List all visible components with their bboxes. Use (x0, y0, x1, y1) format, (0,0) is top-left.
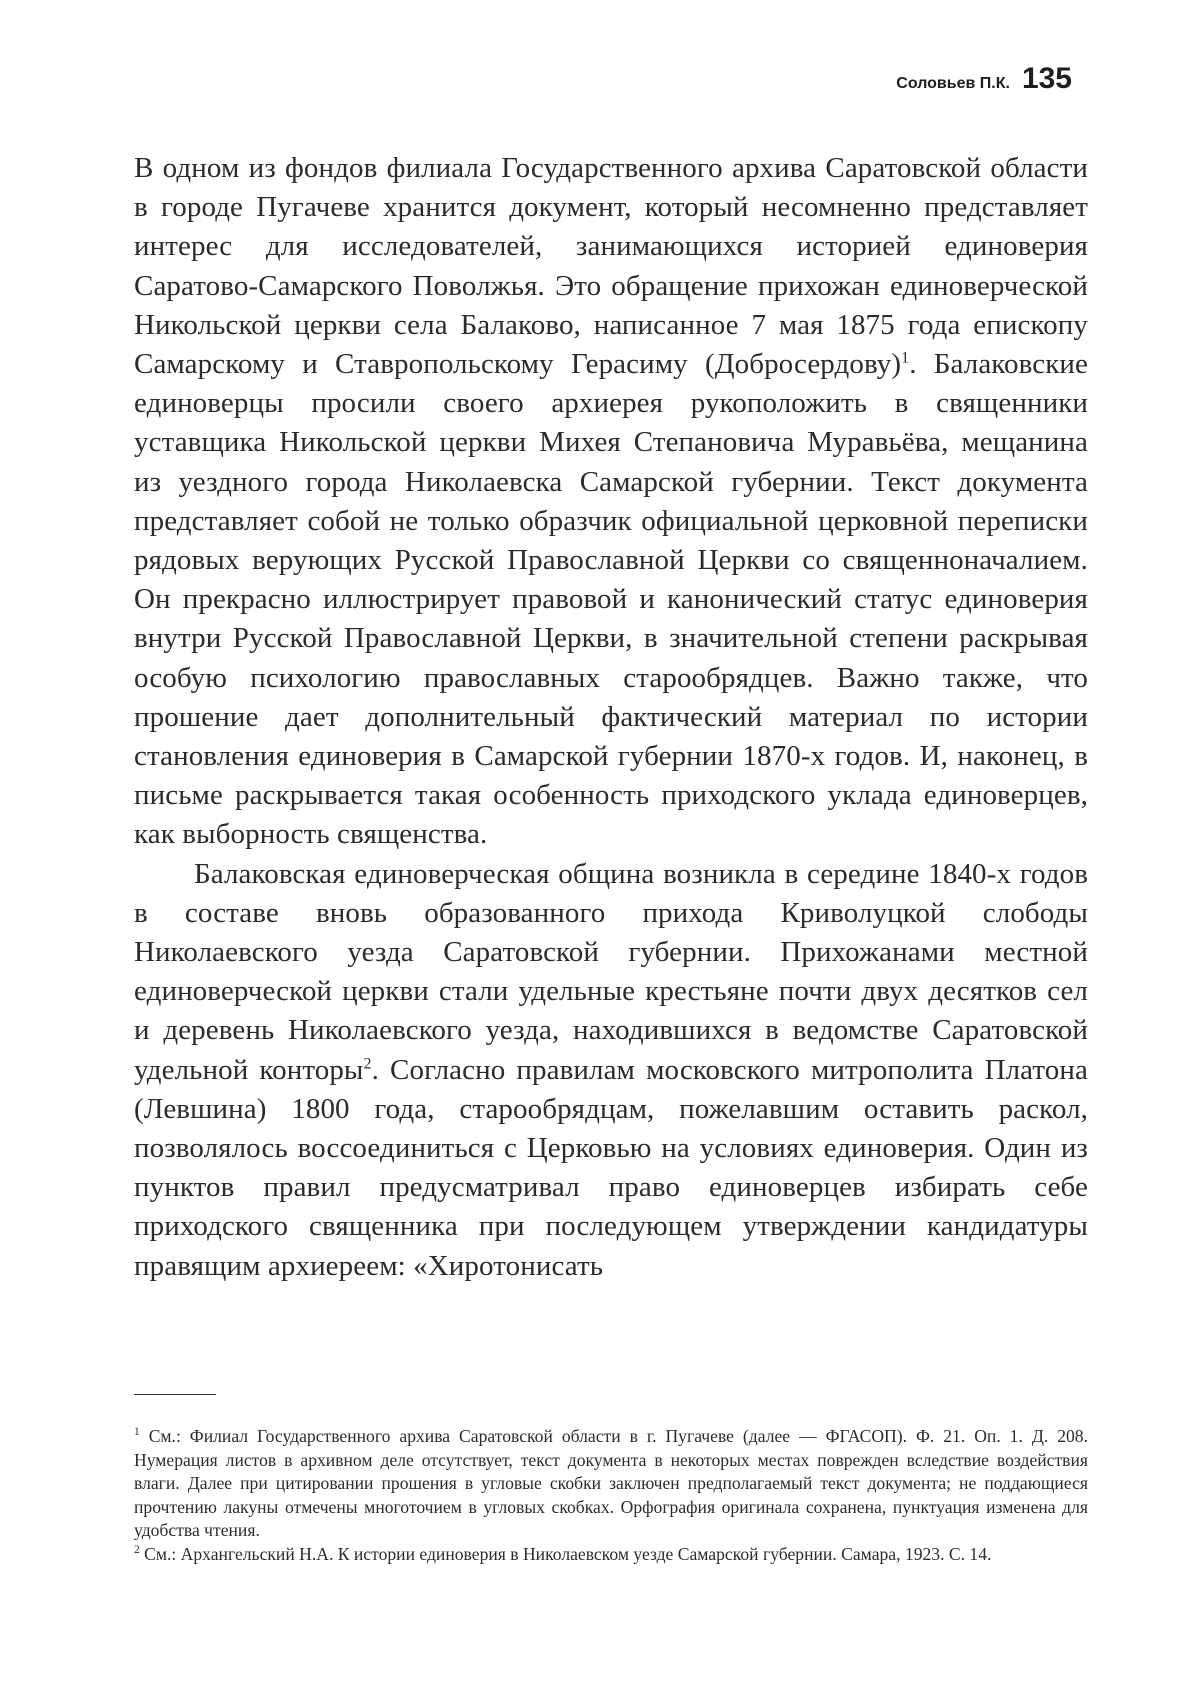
main-text (134, 149, 1088, 1286)
footnote-ref-1[interactable]: 1 (901, 349, 910, 367)
footnote-ref-2[interactable]: 2 (363, 1055, 372, 1073)
paragraph-2-part-a: Балаковская единоверческая община возникла в середине 1840-х годов в составе вновь образованного прихода Криволуцкой слободы Николаевского уезда Саратовской губернии. Прихожанами местной единоверческой церкви стали удельные крестьяне почти двух десятков сел и деревень Николаевского уезда, находившихся в ведомстве Саратовской удельной конторы (134, 857, 1088, 1086)
footnote-2-text: См.: Архангельский Н.А. К истории единоверия в Николаевском уезде Самарской губернии. Самара, 1923. С. 14. (144, 1543, 992, 1564)
paragraph-1 (134, 149, 1088, 855)
paragraph-2 (134, 855, 1088, 1286)
footnote-2-number: 2 (134, 1543, 140, 1556)
footnote-1-text: См.: Филиал Государственного архива Саратовской области в г. Пугачеве (далее — ФГАСОП). Ф. 21. Оп. 1. Д. 208. Нумерация листов в архивном деле отсутствует, текст документа в некоторых местах поврежден вследствие воздействия влаги. Далее при цитировании прошения в угловые скобки заключен предполагаемый текст документа; не поддающиеся прочтению лакуны отмечены многоточием в угловых скобках. Орфография оригинала сохранена, пунктуация изменена для удобства чтения. (134, 1426, 1088, 1540)
footnote-2 (134, 1543, 1088, 1567)
page-number: 135 (1021, 62, 1072, 95)
footnote-1 (134, 1425, 1088, 1543)
running-head (896, 62, 1072, 96)
paragraph-1-part-b: . Балаковские единоверцы просили своего архиерея рукоположить в священники уставщика Никольской церкви Михея Степановича Муравьёва, мещанина из уездного города Николаевска Самарской губернии. Текст документа представляет собой не только образчик официальной церковной переписки рядовых верующих Русской Православной Церкви со священноначалием. Он прекрасно иллюстрирует правовой и канонический статус единоверия внутри Русской Православной Церкви, в значительной степени раскрывая особую психологию православных старообрядцев. Важно также, что прошение дает дополнительный фактический материал по истории становления единоверия в Самарской губернии 1870-х годов. И, наконец, в письме раскрывается такая особенность приходского уклада единоверцев, как выборность священства. (134, 348, 1088, 851)
paragraph-1-part-a: В одном из фондов филиала Государственного архива Саратовской области в городе Пугачеве хранится документ, который несомненно представляет интерес для исследователей, занимающихся историей единоверия Саратово-Самарского Поволжья. Это обращение прихожан единоверческой Никольской церкви села Балаково, написанное 7 мая 1875 года епископу Самарскому и Ставропольскому Герасиму (Добросердову) (134, 152, 1088, 381)
footnote-1-number: 1 (134, 1426, 140, 1439)
footnote-separator (134, 1394, 216, 1395)
running-head-author: Соловьев П.К. (896, 75, 1010, 92)
paragraph-2-part-b: . Согласно правилам московского митрополита Платона (Левшина) 1800 года, старообрядцам, пожелавшим оставить раскол, позволялось воссоединиться с Церковью на условиях единоверия. Один из пунктов правил предусматривал право единоверцев избирать себе приходского священника при последующем утверждении кандидатуры правящим архиереем: «Хиротонисать (134, 1053, 1088, 1282)
footnotes (134, 1425, 1088, 1566)
